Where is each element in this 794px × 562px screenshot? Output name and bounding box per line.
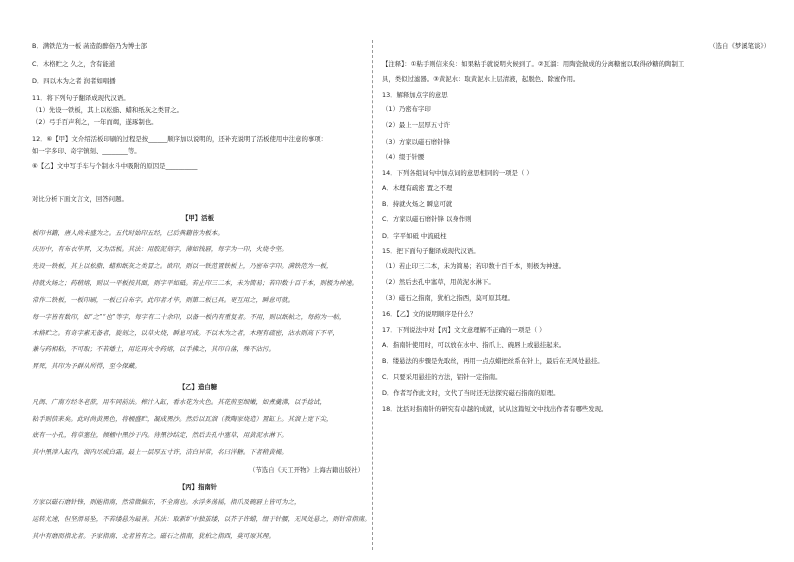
question-line: （1）乃密布字印: [382, 105, 431, 113]
passage-jia-line: 板印书籍，唐人尚未盛为之。五代时始印五经，已后典籍皆为板本。: [32, 229, 224, 237]
question-line: A．木理有疏密 置之不理: [382, 184, 453, 192]
question-line: B．缕悬法的步骤是先取丝，再用一点点蜡把丝系在针上，最后在无风处悬挂。: [382, 357, 604, 365]
question-line: ⑥【乙】文中写手车与个制水斗中吸附的原因是__________: [32, 162, 198, 170]
question-line: D．作者写作此文时，文代了当时还无法探究磁石指南的原理。: [382, 389, 560, 397]
passage-jia-line: 先设一铁板，其上以松脂、蜡和纸灰之类冒之。欲印，则以一铁范置铁板上，乃密布字印。满铁范为一板，: [32, 262, 333, 270]
question-line: （4）缀于针腰: [382, 153, 425, 161]
question-line: A．指南针使用时，可以放在水中、指爪上、碗唇上或悬挂起来。: [382, 341, 566, 349]
passage-yi-source: （节选自《天工开物》上海古籍出版社）: [248, 466, 364, 474]
question-line: D．字平如砥 中流砥柱: [382, 232, 447, 240]
passage-yi-line: 底有一小孔，将草塞住，倾桶中黑沙于内。待黑沙结定，然后去孔中塞草，用黄泥水淋下。: [32, 431, 288, 439]
question-line: B．满铁范为一板 菡造韵醉俗乃为博士部: [32, 42, 148, 50]
passage-jia-line: 兼与药相粘，不可取；不若燔土，用讫再火令药熔，以手拂之，其印自落，殊不沾污。: [32, 345, 275, 353]
question-line: 对比分析下面文言文，回答问题。: [32, 195, 128, 203]
question-line: 12．⑥【甲】文介绍活板印刷的过程是按______顺序加以说明的，还补充说明了活板使用中注意的事项：: [32, 135, 328, 143]
question-line: （2）弓手百声利之，一年而竭，遂琢制也。: [32, 118, 158, 126]
passage-bing-line: 方家以磁石磨针锋，则能指南，然常微偏东，不全南也。水浮多荡摇，指爪及碗唇上皆可为之，: [32, 498, 301, 506]
passage-bing-title: 【丙】指南针: [178, 483, 218, 491]
question-line: 17．下列说法中对【丙】文文意理解不正确的一项是（ ）: [382, 326, 546, 334]
question-line: （1）先设一铁板，其上以松脂、蜡和纸灰之类冒之。: [32, 106, 184, 114]
question-line: （1）若止印三二本，未为简易；若印数十百千本，则极为神速。: [382, 262, 566, 270]
question-line: 15．把下面句子翻译成现代汉语。: [382, 247, 480, 255]
question-line: 14．下列各组词句中加点词的意思相同的一项是（ ）: [382, 169, 533, 177]
passage-source: （选自《梦溪笔谈》）: [709, 42, 770, 50]
column-divider: [372, 40, 373, 550]
question-line: B．持就火炀之 瞬息可就: [382, 200, 453, 208]
passage-yi-line: 凡闽、广南方经冬老蔗，用车同前法。榨汁入缸，看水花为火色。其花煎至细嫩，如煮羹沸，以手捻试，: [32, 398, 326, 406]
passage-jia-line: 木格贮之。有奇字素无备者，旋刻之，以草火烧，瞬息可成。不以木为之者，木理有疏密，沾水则高下不平，: [32, 329, 339, 337]
question-line: 【注释】：①粘手则信来矣：如果粘手就说明火候到了。②瓦溜：用陶瓷做成的分离糖蜜以取得砂糖的陶制工: [382, 60, 685, 68]
question-line: D．四以木为之者 润者如唱播: [32, 77, 116, 85]
question-line: （3）磁石之指南，犹柏之指西，莫可原其理。: [382, 294, 514, 302]
question-line: 13．解释加点字的意思: [382, 91, 448, 99]
question-line: 如一字多印、奇字镇刻、________等。: [32, 147, 141, 155]
passage-bing-line: 运转尤速，但坚滑易坠，不若缕悬为最善。其法：取新纩中独茧缕，以芥子许蜡，缀于针腰，无风处悬之，则针常指南。: [32, 515, 371, 523]
passage-yi-line: 粘手则信来矣。此时尚黄黑色，将桶盛贮，凝成黑沙。然后以瓦溜（教陶家烧造）置缸上。其溜上宽下尖，: [32, 415, 333, 423]
passage-yi-line: 其中黑滓入缸内，溜内尽成白霜。最上一层厚五寸许，洁白异常，名曰洋糖。下者稍黄褐。: [32, 448, 288, 456]
passage-jia-line: 庆历中，有布衣毕昇，又为活板。其法：用胶泥刻字，薄如钱唇，每字为一印，火烧令坚。: [32, 245, 288, 253]
passage-jia-line: 持就火炀之；药稍熔，则以一平板按其面，则字平如砥。若止印三二本，未为简易；若印数十百千本，则极为神速。: [32, 279, 358, 287]
question-line: （3）方家以磁石磨针锋: [382, 138, 450, 146]
question-line: 16．【乙】文的说明顺序是什么？: [382, 310, 477, 318]
passage-yi-title: 【乙】造白糖: [178, 383, 218, 391]
question-line: 11．将下列句子翻译成现代汉语。: [32, 94, 130, 102]
question-line: 具，类似过滤器。③黄泥水：取黄泥水上层清液，起脱色、除蜜作用。: [382, 75, 580, 83]
question-line: （2）最上一层厚五寸许: [382, 121, 450, 129]
passage-jia-title: 【甲】活板: [182, 214, 214, 222]
question-line: C．方家以磁石磨针锋 以身作则: [382, 215, 472, 223]
passage-jia-line: 昇死，其印为予群从所得，至今保藏。: [32, 362, 141, 370]
question-line: 18．沈括对指南针的研究有卓越的成就，试从这篇短文中找出作者有哪些发现。: [382, 405, 608, 413]
question-line: C．木格贮之 久之，含有能道: [32, 60, 116, 68]
passage-bing-line: 其中有磨而指北者。予家指南、北者皆有之。磁石之指南，犹柏之指西，莫可原其理。: [32, 532, 275, 540]
question-line: C．只要采用悬挂的方法，铝针一定指南。: [382, 373, 502, 381]
passage-jia-line: 常作二铁板，一板印刷，一板已自布字。此印者才毕，则第二板已具。更互用之，瞬息可就。: [32, 296, 295, 304]
passage-jia-line: 每一字皆有数印，如“之”“也”等字，每字有二十余印，以备一板内有重复者。不用，则以纸帖之，每韵为一帖，: [32, 313, 346, 321]
question-line: （2）然后去孔中塞草，用黄泥水淋下。: [382, 278, 495, 286]
